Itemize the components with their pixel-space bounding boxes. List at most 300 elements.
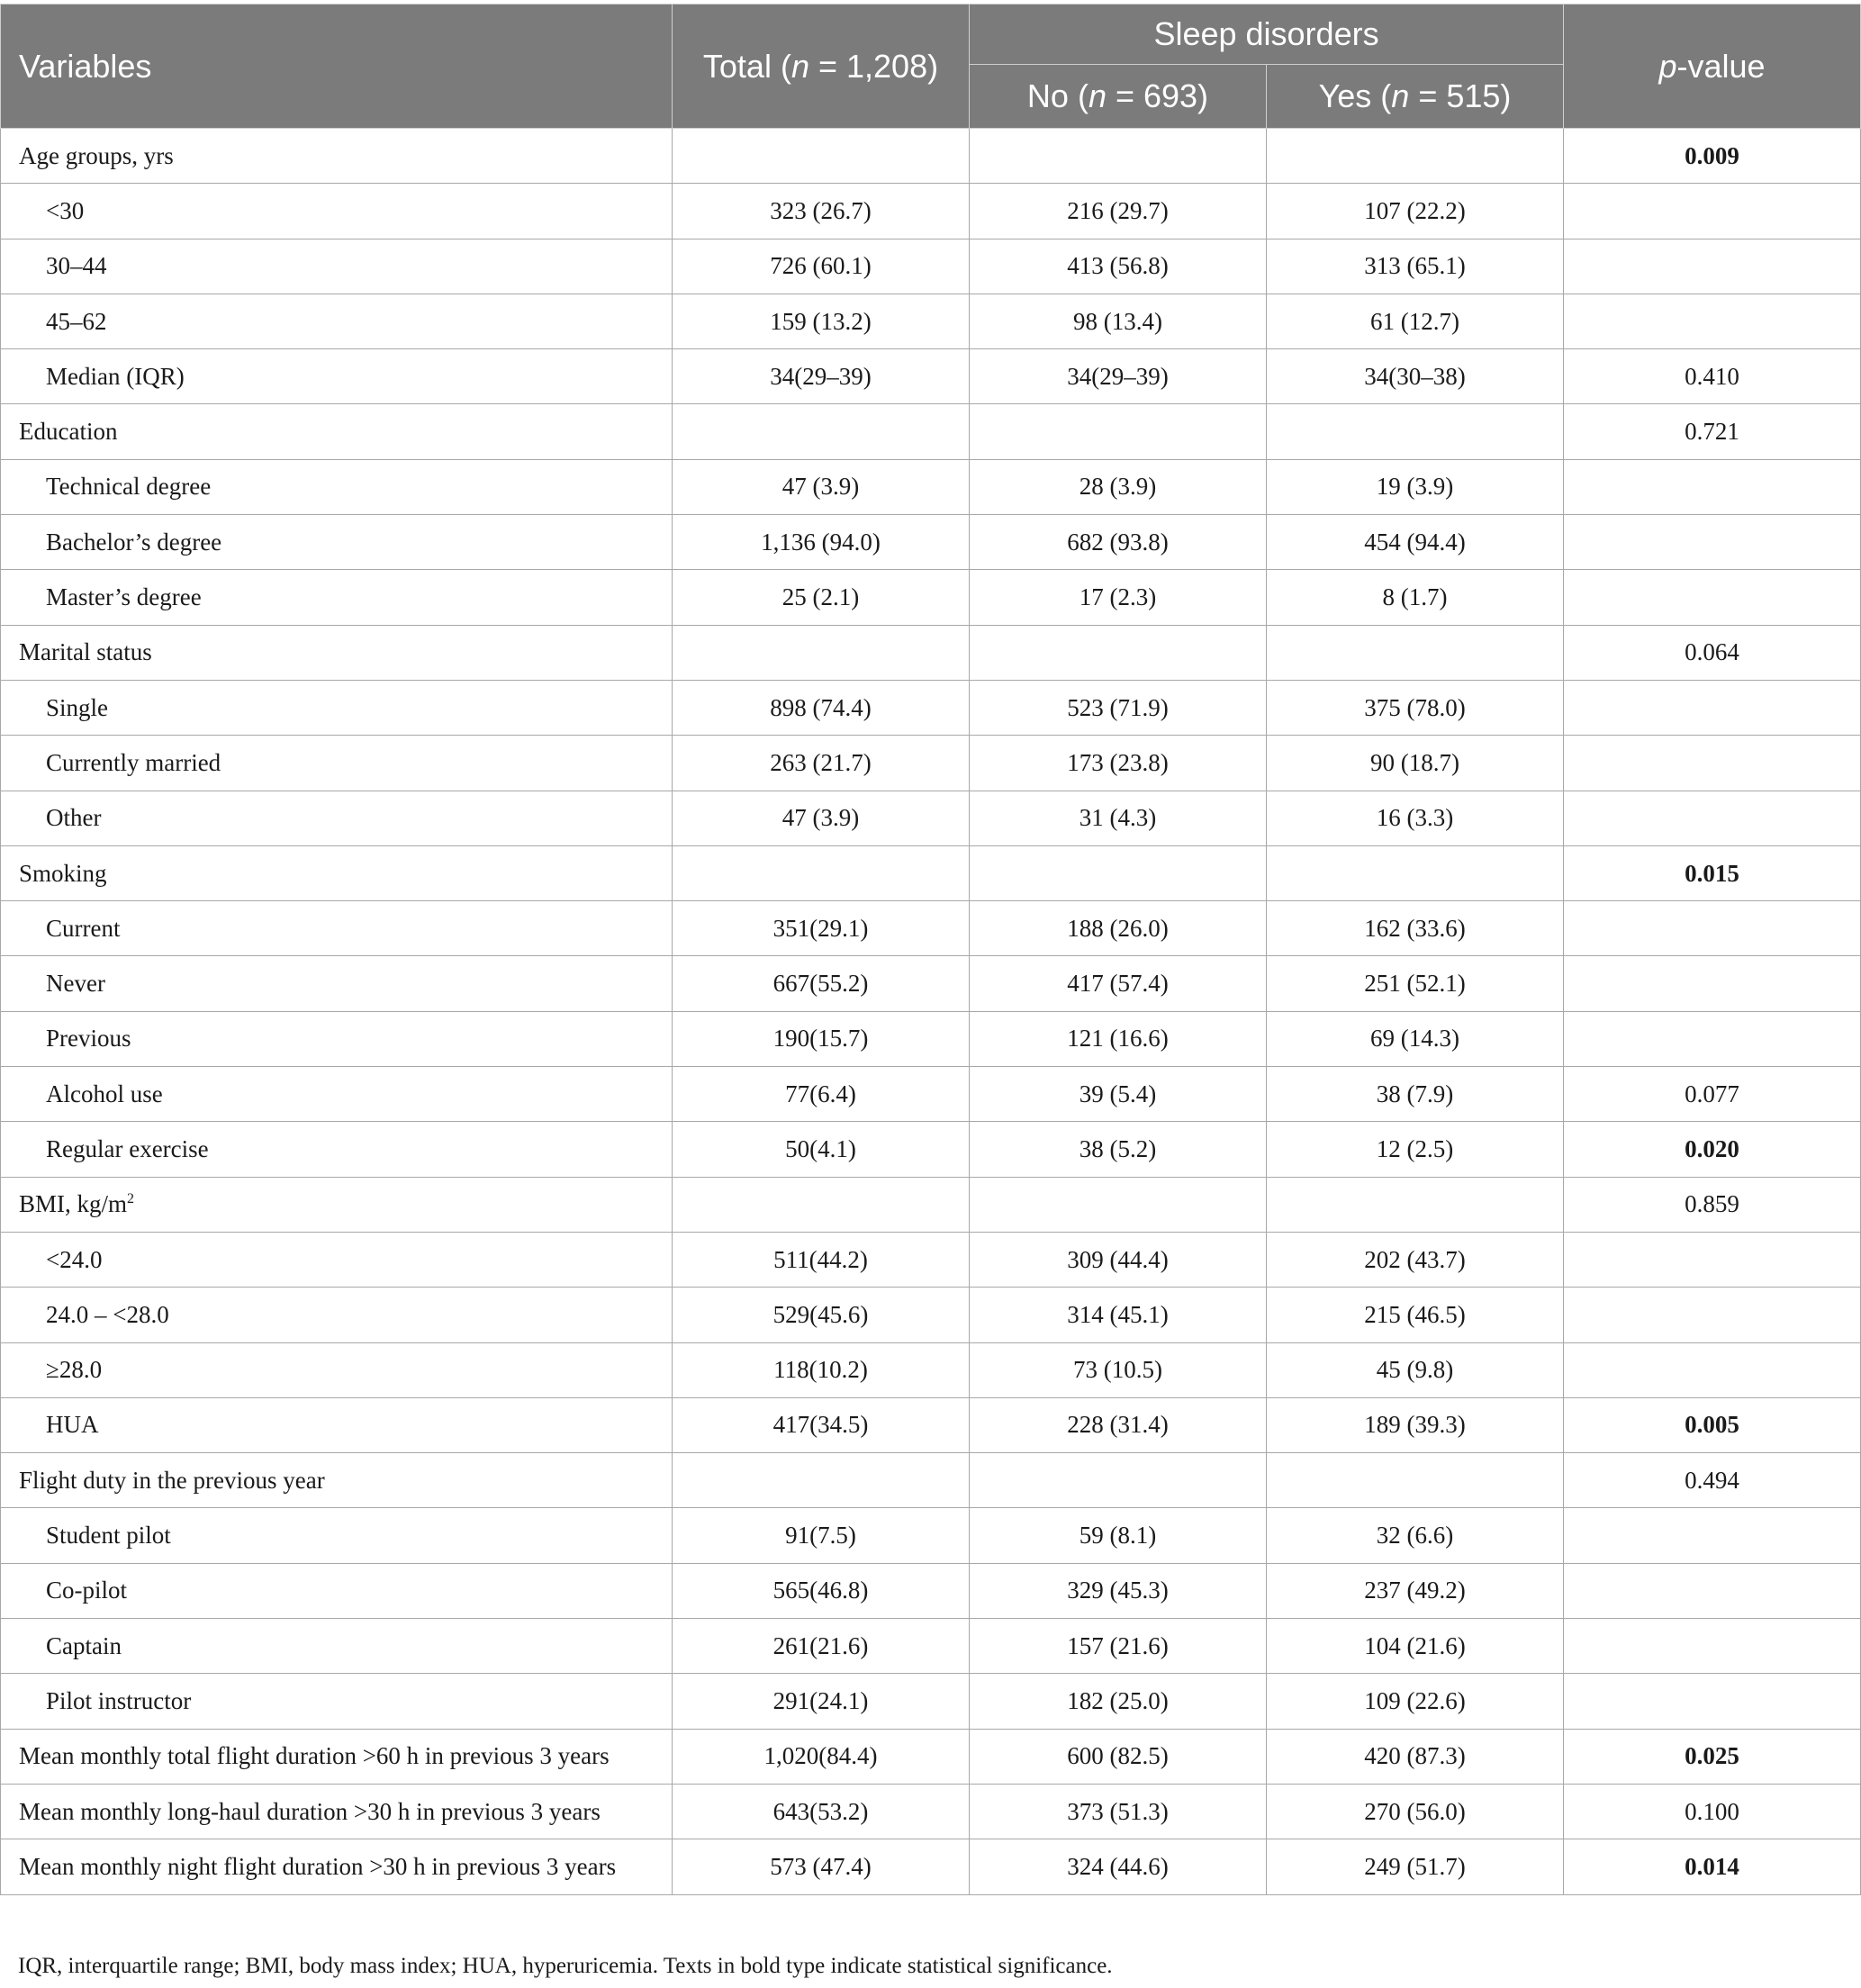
cell-yes [1267, 515, 1564, 570]
cell-p-value-text: 0.015 [1685, 859, 1739, 887]
cell-total [673, 1453, 970, 1508]
cell-total [673, 1342, 970, 1397]
characteristics-table [0, 4, 1861, 1895]
cell-no [970, 239, 1267, 294]
cell-variable-text: Previous [46, 1025, 131, 1053]
cell-yes-text: 270 (56.0) [1364, 1797, 1466, 1825]
cell-variable [1, 1397, 673, 1452]
cell-variable [1, 349, 673, 404]
cell-no [970, 1839, 1267, 1894]
cell-no-text: 314 (45.1) [1067, 1300, 1169, 1328]
cell-yes-text: 8 (1.7) [1382, 583, 1448, 611]
cell-p-value [1564, 1729, 1861, 1784]
header-variables: Variables [1, 5, 673, 129]
cell-total [673, 791, 970, 845]
cell-no-text: 188 (26.0) [1067, 914, 1169, 942]
cell-total-text: 529(45.6) [772, 1300, 869, 1328]
cell-p-value [1564, 1619, 1861, 1674]
cell-no-text: 600 (82.5) [1067, 1742, 1169, 1770]
cell-p-value [1564, 956, 1861, 1011]
cell-variable-text: 30–44 [46, 252, 107, 280]
cell-variable [1, 901, 673, 956]
cell-p-value-text: 0.859 [1685, 1190, 1739, 1218]
cell-variable-text: Mean monthly long-haul duration >30 h in previous 3 years [19, 1797, 601, 1825]
cell-variable [1, 791, 673, 845]
cell-variable [1, 1839, 673, 1894]
cell-p-value [1564, 680, 1861, 735]
cell-no [970, 1011, 1267, 1066]
cell-no [970, 404, 1267, 459]
cell-no-text: 34(29–39) [1067, 362, 1169, 390]
cell-variable [1, 1563, 673, 1618]
cell-p-value [1564, 294, 1861, 348]
cell-yes [1267, 1784, 1564, 1839]
cell-variable-text: Mean monthly total flight duration >60 h in previous 3 years [19, 1742, 610, 1770]
cell-no [970, 625, 1267, 680]
cell-yes-text: 215 (46.5) [1364, 1300, 1466, 1328]
cell-yes-text: 90 (18.7) [1370, 748, 1459, 776]
cell-p-value-text: 0.077 [1685, 1080, 1739, 1107]
cell-p-value [1564, 515, 1861, 570]
cell-total [673, 1563, 970, 1618]
cell-no [970, 845, 1267, 900]
cell-yes [1267, 1674, 1564, 1729]
cell-variable-text: Never [46, 970, 105, 998]
cell-total-text: 898 (74.4) [770, 693, 872, 721]
cell-variable-text: <24.0 [46, 1245, 103, 1273]
cell-variable [1, 1619, 673, 1674]
cell-no-text: 73 (10.5) [1073, 1356, 1162, 1384]
cell-total-text: 643(53.2) [772, 1797, 869, 1825]
cell-no-text: 228 (31.4) [1067, 1411, 1169, 1439]
cell-yes [1267, 349, 1564, 404]
cell-total [673, 1011, 970, 1066]
cell-yes [1267, 680, 1564, 735]
cell-no-text: 413 (56.8) [1067, 252, 1169, 280]
table-footnote: IQR, interquartile range; BMI, body mass index; HUA, hyperuricemia. Texts in bold type indicate statistical significance. [18, 1954, 1113, 1978]
table-row [1, 1563, 1861, 1618]
cell-yes-text: 313 (65.1) [1364, 252, 1466, 280]
cell-yes-text: 162 (33.6) [1364, 914, 1466, 942]
cell-total-text: 261(21.6) [772, 1631, 869, 1659]
cell-total [673, 184, 970, 239]
table-container [0, 4, 1860, 1895]
cell-total-text: 263 (21.7) [770, 748, 872, 776]
cell-variable-text: Pilot instructor [46, 1686, 192, 1714]
cell-no [970, 1288, 1267, 1342]
table-row [1, 1839, 1861, 1894]
cell-no [970, 791, 1267, 845]
cell-total [673, 736, 970, 791]
cell-p-value-text: 0.025 [1685, 1742, 1739, 1770]
cell-no [970, 1232, 1267, 1287]
cell-total-text: 573 (47.4) [770, 1852, 872, 1880]
cell-p-value [1564, 1011, 1861, 1066]
cell-variable-text: Age groups, yrs [19, 141, 174, 169]
cell-p-value [1564, 901, 1861, 956]
cell-variable [1, 129, 673, 184]
cell-no-text: 38 (5.2) [1079, 1134, 1157, 1162]
table-row [1, 1342, 1861, 1397]
cell-yes [1267, 791, 1564, 845]
cell-variable-text: 24.0 – <28.0 [46, 1300, 169, 1328]
cell-no-text: 216 (29.7) [1067, 196, 1169, 224]
cell-total-text: 118(10.2) [773, 1356, 868, 1384]
cell-yes-text: 45 (9.8) [1376, 1356, 1454, 1384]
cell-variable-text: Technical degree [46, 473, 212, 501]
cell-total-text: 47 (3.9) [781, 473, 860, 501]
cell-no [970, 1177, 1267, 1232]
cell-variable-text: Captain [46, 1631, 122, 1659]
cell-yes [1267, 901, 1564, 956]
cell-no [970, 1067, 1267, 1122]
cell-no-text: 59 (8.1) [1079, 1522, 1157, 1550]
cell-no [970, 1122, 1267, 1177]
cell-no-text: 324 (44.6) [1067, 1852, 1169, 1880]
cell-p-value [1564, 1563, 1861, 1618]
cell-p-value [1564, 184, 1861, 239]
cell-total [673, 1729, 970, 1784]
cell-total-text: 25 (2.1) [781, 583, 860, 611]
cell-variable [1, 1122, 673, 1177]
cell-total-text: 47 (3.9) [781, 804, 860, 832]
cell-variable-text: Smoking [19, 859, 107, 887]
cell-total [673, 1122, 970, 1177]
header-no: No (n = 693) [970, 65, 1267, 129]
cell-total [673, 404, 970, 459]
table-row [1, 736, 1861, 791]
cell-yes [1267, 239, 1564, 294]
table-row [1, 1177, 1861, 1232]
cell-p-value [1564, 239, 1861, 294]
cell-variable [1, 515, 673, 570]
cell-yes [1267, 625, 1564, 680]
cell-yes-text: 32 (6.6) [1376, 1522, 1454, 1550]
table-row [1, 901, 1861, 956]
cell-yes [1267, 1397, 1564, 1452]
superscript: 2 [127, 1191, 135, 1207]
cell-variable-text: Education [19, 418, 118, 446]
cell-variable-text: <30 [46, 196, 85, 224]
cell-no-text: 309 (44.4) [1067, 1245, 1169, 1273]
table-row [1, 1729, 1861, 1784]
cell-no-text: 28 (3.9) [1079, 473, 1157, 501]
table-row [1, 349, 1861, 404]
cell-yes [1267, 294, 1564, 348]
cell-yes [1267, 1453, 1564, 1508]
cell-yes [1267, 1729, 1564, 1784]
cell-yes [1267, 129, 1564, 184]
cell-p-value-text: 0.020 [1685, 1134, 1739, 1162]
cell-yes [1267, 845, 1564, 900]
cell-variable-text: Regular exercise [46, 1134, 209, 1162]
cell-variable [1, 1729, 673, 1784]
cell-yes-text: 237 (49.2) [1364, 1577, 1466, 1604]
cell-variable [1, 845, 673, 900]
cell-variable [1, 459, 673, 514]
cell-variable-text: Current [46, 914, 121, 942]
cell-no-text: 173 (23.8) [1067, 748, 1169, 776]
cell-no [970, 736, 1267, 791]
table-row [1, 1508, 1861, 1563]
cell-total [673, 625, 970, 680]
cell-p-value-text: 0.064 [1685, 638, 1739, 666]
table-row [1, 625, 1861, 680]
cell-yes-text: 12 (2.5) [1376, 1134, 1454, 1162]
cell-no-text: 157 (21.6) [1067, 1631, 1169, 1659]
cell-no-text: 39 (5.4) [1079, 1080, 1157, 1107]
cell-no-text: 31 (4.3) [1079, 804, 1157, 832]
cell-yes [1267, 1067, 1564, 1122]
cell-variable [1, 1784, 673, 1839]
table-row [1, 1619, 1861, 1674]
cell-no [970, 1784, 1267, 1839]
cell-total-text: 667(55.2) [772, 970, 869, 998]
cell-yes-text: 249 (51.7) [1364, 1852, 1466, 1880]
cell-variable [1, 570, 673, 625]
cell-variable-text: Alcohol use [46, 1080, 163, 1107]
cell-variable-text: Master’s degree [46, 583, 202, 611]
table-row [1, 1397, 1861, 1452]
cell-yes-text: 189 (39.3) [1364, 1411, 1466, 1439]
cell-no [970, 570, 1267, 625]
cell-yes [1267, 1011, 1564, 1066]
cell-variable-text: Other [46, 804, 102, 832]
header-total: Total (n = 1,208) [673, 5, 970, 129]
cell-p-value-text: 0.100 [1685, 1797, 1739, 1825]
cell-total [673, 1784, 970, 1839]
cell-variable-text: ≥28.0 [46, 1356, 103, 1384]
cell-total-text: 565(46.8) [772, 1577, 869, 1604]
cell-variable-text: 45–62 [46, 307, 107, 335]
cell-total [673, 294, 970, 348]
cell-p-value [1564, 1839, 1861, 1894]
cell-variable [1, 1011, 673, 1066]
cell-no-text: 373 (51.3) [1067, 1797, 1169, 1825]
table-row [1, 404, 1861, 459]
cell-variable-text: Median (IQR) [46, 362, 185, 390]
cell-total-text: 34(29–39) [770, 362, 872, 390]
cell-variable [1, 294, 673, 348]
cell-yes-text: 19 (3.9) [1376, 473, 1454, 501]
cell-variable-text: Currently married [46, 748, 221, 776]
cell-p-value [1564, 845, 1861, 900]
cell-p-value [1564, 1177, 1861, 1232]
cell-yes-text: 104 (21.6) [1364, 1631, 1466, 1659]
table-row [1, 1122, 1861, 1177]
cell-total-text: 1,020(84.4) [763, 1742, 878, 1770]
cell-p-value [1564, 791, 1861, 845]
cell-yes [1267, 570, 1564, 625]
cell-p-value [1564, 1784, 1861, 1839]
cell-no-text: 98 (13.4) [1073, 307, 1162, 335]
cell-variable [1, 680, 673, 735]
cell-yes [1267, 1122, 1564, 1177]
header-p-value: p-value [1564, 5, 1861, 129]
cell-variable [1, 1342, 673, 1397]
cell-yes [1267, 1619, 1564, 1674]
cell-yes-text: 420 (87.3) [1364, 1742, 1466, 1770]
cell-no-text: 121 (16.6) [1067, 1025, 1169, 1053]
cell-p-value [1564, 625, 1861, 680]
cell-no [970, 1563, 1267, 1618]
table-row [1, 1453, 1861, 1508]
cell-yes-text: 202 (43.7) [1364, 1245, 1466, 1273]
cell-total [673, 459, 970, 514]
cell-total-text: 417(34.5) [772, 1411, 869, 1439]
cell-p-value [1564, 349, 1861, 404]
cell-total [673, 1674, 970, 1729]
table-row [1, 1784, 1861, 1839]
table-row [1, 515, 1861, 570]
table-row [1, 1232, 1861, 1287]
cell-no [970, 1619, 1267, 1674]
cell-yes [1267, 1508, 1564, 1563]
cell-yes [1267, 956, 1564, 1011]
cell-variable-text: BMI, kg/m [19, 1190, 128, 1218]
cell-variable [1, 1288, 673, 1342]
cell-variable [1, 1453, 673, 1508]
cell-yes-text: 34(30–38) [1364, 362, 1466, 390]
cell-total [673, 129, 970, 184]
cell-no [970, 901, 1267, 956]
cell-yes [1267, 404, 1564, 459]
cell-no [970, 1397, 1267, 1452]
table-header [1, 5, 1861, 129]
header-yes: Yes (n = 515) [1267, 65, 1564, 129]
cell-yes-text: 251 (52.1) [1364, 970, 1466, 998]
cell-total-text: 351(29.1) [772, 914, 869, 942]
cell-no [970, 129, 1267, 184]
cell-p-value [1564, 1067, 1861, 1122]
cell-p-value [1564, 736, 1861, 791]
cell-no-text: 523 (71.9) [1067, 693, 1169, 721]
cell-variable [1, 1232, 673, 1287]
cell-variable [1, 625, 673, 680]
cell-no [970, 1453, 1267, 1508]
cell-total [673, 239, 970, 294]
table-row [1, 184, 1861, 239]
cell-no [970, 294, 1267, 348]
cell-total-text: 159 (13.2) [770, 307, 872, 335]
cell-p-value [1564, 1342, 1861, 1397]
cell-yes-text: 38 (7.9) [1376, 1080, 1454, 1107]
cell-total-text: 726 (60.1) [770, 252, 872, 280]
cell-no [970, 459, 1267, 514]
cell-no [970, 349, 1267, 404]
cell-p-value [1564, 1397, 1861, 1452]
cell-variable [1, 1508, 673, 1563]
table-row [1, 459, 1861, 514]
cell-total [673, 1508, 970, 1563]
cell-total-text: 1,136 (94.0) [761, 528, 881, 556]
cell-no [970, 515, 1267, 570]
table-row [1, 791, 1861, 845]
cell-yes [1267, 1839, 1564, 1894]
table-row [1, 1288, 1861, 1342]
cell-variable [1, 404, 673, 459]
cell-variable-text: HUA [46, 1411, 99, 1439]
cell-no [970, 184, 1267, 239]
cell-p-value [1564, 1674, 1861, 1729]
cell-total [673, 901, 970, 956]
cell-variable [1, 956, 673, 1011]
cell-yes [1267, 1563, 1564, 1618]
cell-p-value [1564, 1288, 1861, 1342]
cell-variable-text: Bachelor’s degree [46, 528, 222, 556]
table-row [1, 570, 1861, 625]
cell-total [673, 956, 970, 1011]
cell-yes [1267, 1342, 1564, 1397]
table-row [1, 294, 1861, 348]
cell-total [673, 349, 970, 404]
cell-variable-text: Single [46, 693, 109, 721]
header-sleep-disorders: Sleep disorders [970, 5, 1564, 65]
cell-total [673, 1397, 970, 1452]
cell-no-text: 182 (25.0) [1067, 1686, 1169, 1714]
cell-total-text: 511(44.2) [773, 1245, 868, 1273]
cell-yes [1267, 1288, 1564, 1342]
cell-p-value-text: 0.410 [1685, 362, 1739, 390]
cell-p-value [1564, 1453, 1861, 1508]
cell-total [673, 1619, 970, 1674]
table-row [1, 239, 1861, 294]
cell-yes [1267, 736, 1564, 791]
cell-no-text: 682 (93.8) [1067, 528, 1169, 556]
cell-no-text: 17 (2.3) [1079, 583, 1157, 611]
table-row [1, 129, 1861, 184]
cell-variable [1, 736, 673, 791]
cell-yes [1267, 1177, 1564, 1232]
cell-yes-text: 109 (22.6) [1364, 1686, 1466, 1714]
cell-total-text: 291(24.1) [772, 1686, 869, 1714]
cell-no-text: 329 (45.3) [1067, 1577, 1169, 1604]
table-row [1, 1011, 1861, 1066]
cell-p-value-text: 0.005 [1685, 1411, 1739, 1439]
table-row [1, 845, 1861, 900]
cell-p-value [1564, 1508, 1861, 1563]
cell-variable [1, 239, 673, 294]
cell-variable-text: Mean monthly night flight duration >30 h in previous 3 years [19, 1852, 617, 1880]
cell-p-value-text: 0.494 [1685, 1466, 1739, 1494]
cell-variable [1, 1067, 673, 1122]
cell-p-value [1564, 1232, 1861, 1287]
cell-variable [1, 1177, 673, 1232]
cell-total-text: 50(4.1) [785, 1134, 856, 1162]
cell-total [673, 1839, 970, 1894]
cell-p-value [1564, 570, 1861, 625]
cell-total [673, 515, 970, 570]
cell-yes [1267, 184, 1564, 239]
cell-p-value-text: 0.721 [1685, 418, 1739, 446]
cell-no [970, 1674, 1267, 1729]
table-body [1, 129, 1861, 1895]
cell-total [673, 1288, 970, 1342]
cell-total [673, 1177, 970, 1232]
cell-total-text: 323 (26.7) [770, 196, 872, 224]
cell-no [970, 1508, 1267, 1563]
cell-total [673, 1232, 970, 1287]
cell-total [673, 1067, 970, 1122]
cell-p-value-text: 0.009 [1685, 141, 1739, 169]
cell-yes [1267, 459, 1564, 514]
cell-no [970, 956, 1267, 1011]
cell-no [970, 1729, 1267, 1784]
cell-yes-text: 61 (12.7) [1370, 307, 1459, 335]
cell-total-text: 91(7.5) [785, 1522, 856, 1550]
cell-p-value [1564, 1122, 1861, 1177]
cell-total [673, 680, 970, 735]
